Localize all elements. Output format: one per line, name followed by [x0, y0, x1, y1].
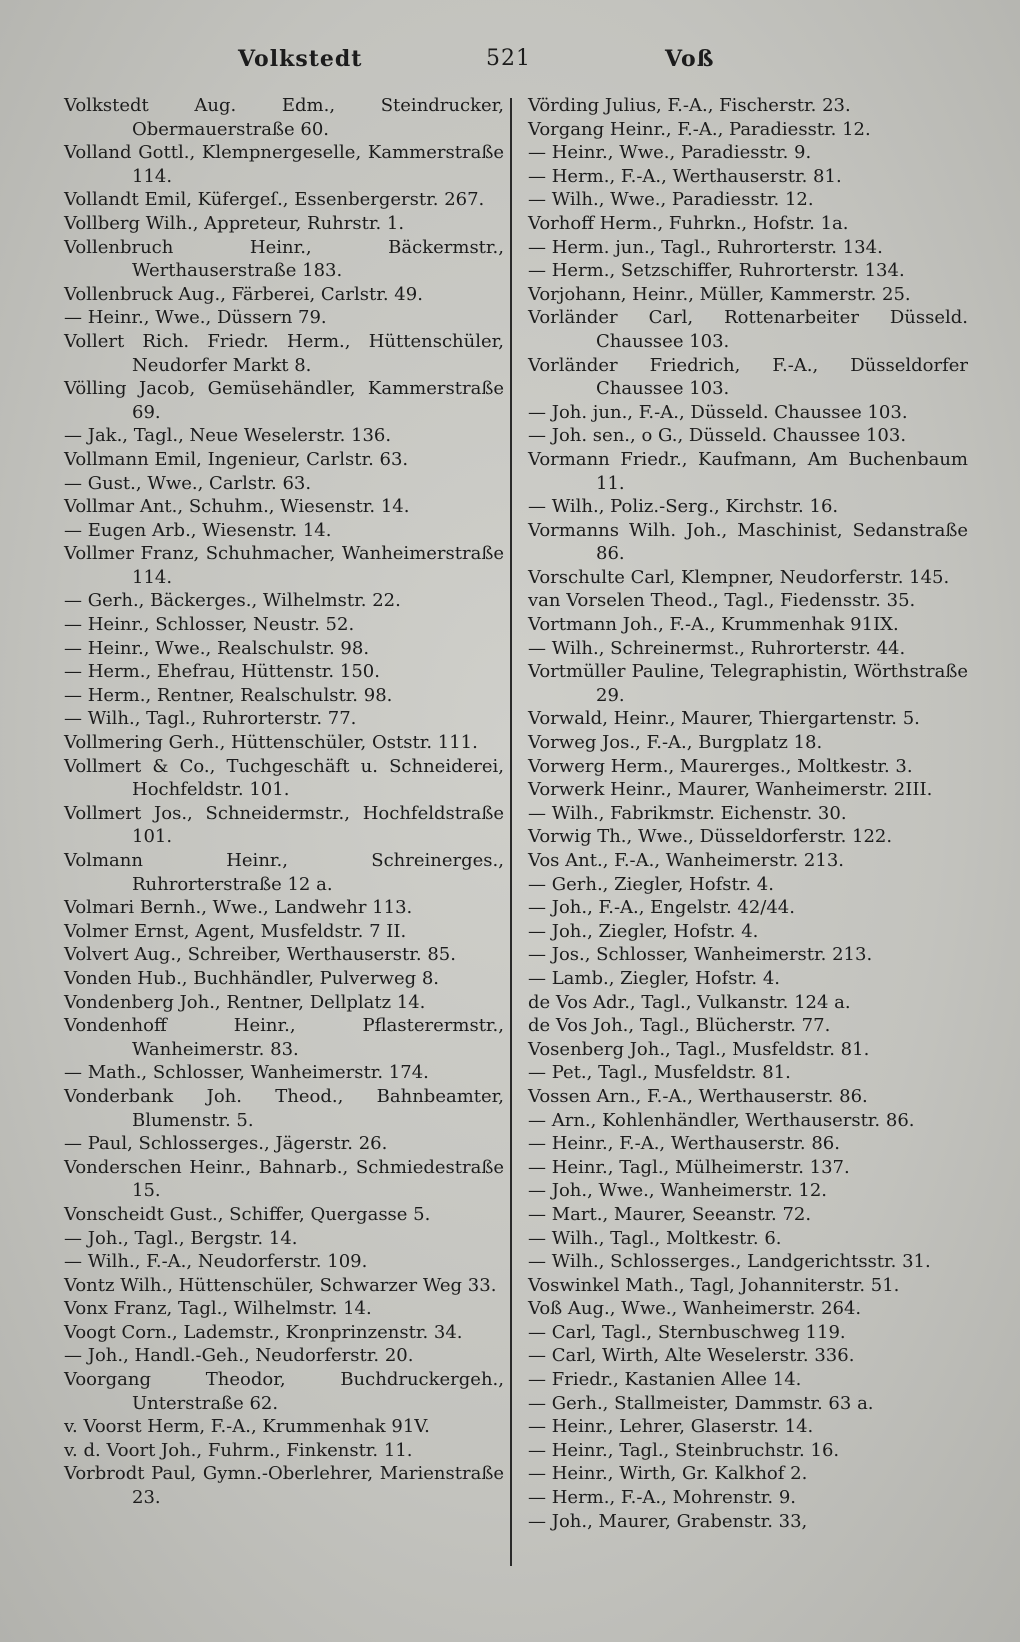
directory-entry: — Heinr., Wwe., Realschulstr. 98. — [64, 637, 370, 659]
directory-entry: — Wilh., Tagl., Ruhrorterstr. 77. — [64, 708, 357, 730]
directory-entry: Voß Aug., Wwe., Wanheimerstr. 264. — [528, 1298, 862, 1320]
directory-entry: Vollmar Ant., Schuhm., Wiesenstr. 14. — [64, 496, 410, 518]
directory-entry: — Joh. sen., o G., Düsseld. Chaussee 103. — [528, 425, 907, 447]
directory-entry: Vollandt Emil, Küfergeſ., Essenbergerstr. 267. — [64, 189, 485, 211]
directory-entry: Vortmann Joh., F.-A., Krummenhak 91IX. — [528, 614, 899, 636]
directory-entry: — Lamb., Ziegler, Hofstr. 4. — [528, 967, 780, 989]
directory-entry: — Paul, Schlosserges., Jägerstr. 26. — [64, 1133, 388, 1155]
column-divider — [510, 98, 512, 1566]
directory-entry: — Heinr., F.-A., Werthauserstr. 86. — [528, 1133, 840, 1155]
directory-entry: Vollenbruck Aug., Färberei, Carlstr. 49. — [64, 283, 423, 305]
directory-entry: Vortmüller Pauline, Telegraphistin, Wörthstraße 29. — [528, 661, 968, 706]
directory-entry: Vollmert Jos., Schneidermstr., Hochfeldstraße 101. — [64, 802, 504, 848]
directory-entry: — Heinr., Schlosser, Neustr. 52. — [64, 614, 355, 636]
directory-entry: — Joh., Ziegler, Hofstr. 4. — [528, 920, 759, 942]
directory-entry: — Wilh., Poliz.-Serg., Kirchstr. 16. — [528, 496, 839, 518]
directory-entry: — Joh. jun., F.-A., Düsseld. Chaussee 103. — [528, 401, 908, 423]
directory-entry: Volmer Ernst, Agent, Musfeldstr. 7 II. — [64, 920, 407, 942]
directory-entry: Vorwerg Herm., Maurerges., Moltkestr. 3. — [528, 755, 913, 777]
directory-entry: Vollmer Franz, Schuhmacher, Wanheimerstraße 114. — [64, 543, 504, 588]
directory-entry: — Mart., Maurer, Seeanstr. 72. — [528, 1203, 812, 1225]
directory-entry: — Arn., Kohlenhändler, Werthauserstr. 86. — [528, 1109, 915, 1131]
directory-entry: — Heinr., Wirth, Gr. Kalkhof 2. — [528, 1463, 808, 1485]
directory-entry: — Herm., F.-A., Werthauserstr. 81. — [528, 165, 842, 187]
directory-entry: Vonderschen Heinr., Bahnarb., Schmiedestraße 15. — [64, 1156, 504, 1202]
directory-entry: — Wilh., Wwe., Paradiesstr. 12. — [528, 189, 814, 211]
directory-entry: — Gerh., Bäckerges., Wilhelmstr. 22. — [64, 590, 401, 612]
directory-entry: — Jak., Tagl., Neue Weselerstr. 136. — [64, 425, 392, 447]
directory-entry: Vollberg Wilh., Appreteur, Ruhrstr. 1. — [64, 212, 405, 234]
directory-entry: — Wilh., Tagl., Moltkestr. 6. — [528, 1227, 782, 1249]
directory-entry: Vörding Julius, F.-A., Fischerstr. 23. — [528, 95, 851, 116]
directory-entry: — Eugen Arb., Wiesenstr. 14. — [64, 519, 332, 541]
directory-entry: — Gust., Wwe., Carlstr. 63. — [64, 472, 312, 494]
directory-entry: Vossen Arn., F.-A., Werthauserstr. 86. — [528, 1085, 868, 1107]
directory-entry: Vollmering Gerh., Hüttenschüler, Oststr. 111. — [64, 732, 478, 754]
directory-entry: Vorwig Th., Wwe., Düsseldorferstr. 122. — [528, 826, 893, 848]
directory-entry: Vollert Rich. Friedr. Herm., Hüttenschüler, Neudorfer Markt 8. — [64, 330, 504, 376]
directory-entry: — Heinr., Tagl., Steinbruchstr. 16. — [528, 1439, 840, 1461]
directory-entry: Vos Ant., F.-A., Wanheimerstr. 213. — [528, 850, 844, 871]
page-number: 521 — [486, 46, 531, 71]
directory-entry: — Pet., Tagl., Musfeldstr. 81. — [528, 1062, 791, 1084]
directory-entry: Vorhoff Herm., Fuhrkn., Hofstr. 1a. — [528, 212, 849, 234]
directory-entry: Vondenhoff Heinr., Pflasterermstr., Wanheimerstr. 83. — [64, 1015, 504, 1060]
directory-entry: Voswinkel Math., Tagl, Johanniterstr. 51. — [528, 1274, 900, 1296]
directory-entry: — Wilh., Fabrikmstr. Eichenstr. 30. — [528, 802, 847, 824]
directory-entry: — Joh., Maurer, Grabenstr. 33, — [528, 1510, 808, 1532]
header-last-name: Voß — [665, 46, 715, 72]
directory-entry: — Joh., Tagl., Bergstr. 14. — [64, 1227, 298, 1249]
directory-entry: Volvert Aug., Schreiber, Werthauserstr. 85. — [64, 944, 456, 966]
directory-entry: — Wilh., F.-A., Neudorferstr. 109. — [64, 1251, 368, 1273]
directory-entry: — Heinr., Wwe., Paradiesstr. 9. — [528, 142, 812, 164]
directory-entry: Vorwald, Heinr., Maurer, Thiergartenstr. 5. — [528, 708, 920, 730]
directory-entry: Voorgang Theodor, Buchdruckergeh., Unterstraße 62. — [64, 1369, 504, 1414]
directory-entry: — Joh., F.-A., Engelstr. 42/44. — [528, 897, 795, 919]
left-column — [64, 94, 504, 1510]
directory-entry: — Wilh., Schlosserges., Landgerichtsstr. 31. — [528, 1251, 931, 1273]
directory-entry: Vontz Wilh., Hüttenschüler, Schwarzer Weg 33. — [64, 1274, 497, 1296]
directory-entry: Vormanns Wilh. Joh., Maschinist, Sedanstraße 86. — [528, 519, 968, 565]
directory-entry: Vorwerk Heinr., Maurer, Wanheimerstr. 2III. — [528, 779, 933, 801]
directory-entry: Völling Jacob, Gemüsehändler, Kammerstraße 69. — [64, 378, 504, 423]
directory-entry: Vorschulte Carl, Klempner, Neudorferstr. 145. — [528, 566, 950, 588]
directory-entry: Vorjohann, Heinr., Müller, Kammerstr. 25. — [528, 283, 911, 305]
directory-entry: — Heinr., Wwe., Düssern 79. — [64, 307, 327, 329]
directory-entry: Vonden Hub., Buchhändler, Pulverweg 8. — [64, 967, 440, 989]
directory-entry: Vonx Franz, Tagl., Wilhelmstr. 14. — [64, 1298, 372, 1320]
directory-entry: Volmari Bernh., Wwe., Landwehr 113. — [64, 897, 413, 919]
directory-entry: — Carl, Wirth, Alte Weselerstr. 336. — [528, 1345, 855, 1367]
directory-entry: — Math., Schlosser, Wanheimerstr. 174. — [64, 1062, 429, 1084]
directory-entry: Vollmann Emil, Ingenieur, Carlstr. 63. — [64, 448, 409, 470]
directory-entry: de Vos Joh., Tagl., Blücherstr. 77. — [528, 1015, 831, 1037]
directory-entry: — Joh., Handl.-Geh., Neudorferstr. 20. — [64, 1345, 414, 1367]
directory-entry: Volmann Heinr., Schreinerges., Ruhrorterstraße 12 a. — [64, 850, 504, 895]
page-header — [0, 46, 1020, 80]
directory-entry: — Herm., Ehefrau, Hüttenstr. 150. — [64, 661, 380, 683]
directory-entry: Vorgang Heinr., F.-A., Paradiesstr. 12. — [528, 118, 871, 140]
directory-entry: — Herm., F.-A., Mohrenstr. 9. — [528, 1487, 796, 1509]
directory-entry: — Heinr., Lehrer, Glaserstr. 14. — [528, 1416, 814, 1438]
header-first-name: Volkstedt — [238, 46, 363, 72]
directory-entry: Vorweg Jos., F.-A., Burgplatz 18. — [528, 732, 823, 754]
directory-entry: Vondenberg Joh., Rentner, Dellplatz 14. — [64, 991, 426, 1013]
directory-entry: — Herm. jun., Tagl., Ruhrorterstr. 134. — [528, 236, 883, 258]
directory-entry: Vorländer Carl, Rottenarbeiter Düsseld. Chaussee 103. — [528, 307, 968, 352]
directory-entry: — Gerh., Stallmeister, Dammstr. 63 a. — [528, 1392, 874, 1414]
directory-entry: Vorbrodt Paul, Gymn.-Oberlehrer, Marienstraße 23. — [64, 1463, 504, 1509]
directory-entry: — Carl, Tagl., Sternbuschweg 119. — [528, 1321, 846, 1343]
directory-entry: — Herm., Setzschiffer, Ruhrorterstr. 134. — [528, 260, 905, 282]
directory-entry: Vonscheidt Gust., Schiffer, Quergasse 5. — [64, 1203, 431, 1225]
directory-entry: — Herm., Rentner, Realschulstr. 98. — [64, 684, 393, 706]
directory-entry: Vormann Friedr., Kaufmann, Am Buchenbaum 11. — [528, 448, 968, 494]
directory-entry: Vollenbruch Heinr., Bäckermstr., Werthauserstraße 183. — [64, 236, 504, 282]
directory-entry: de Vos Adr., Tagl., Vulkanstr. 124 a. — [528, 991, 851, 1013]
directory-entry: Voogt Corn., Lademstr., Kronprinzenstr. 34. — [64, 1321, 463, 1343]
directory-entry: Vosenberg Joh., Tagl., Musfeldstr. 81. — [528, 1038, 870, 1060]
directory-entry: — Jos., Schlosser, Wanheimerstr. 213. — [528, 944, 873, 966]
directory-entry: Volkstedt Aug. Edm., Steindrucker, Obermauerstraße 60. — [64, 95, 504, 140]
right-column — [528, 94, 968, 1533]
directory-entry: v. Voorst Herm, F.-A., Krummenhak 91V. — [64, 1416, 430, 1438]
directory-entry: — Heinr., Tagl., Mülheimerstr. 137. — [528, 1156, 850, 1178]
directory-entry: Vorländer Friedrich, F.-A., Düsseldorfer Chaussee 103. — [528, 354, 968, 400]
directory-entry: v. d. Voort Joh., Fuhrm., Finkenstr. 11. — [64, 1439, 413, 1461]
directory-entry: Volland Gottl., Klempnergeselle, Kammerstraße 114. — [64, 142, 504, 187]
directory-entry: Vonderbank Joh. Theod., Bahnbeamter, Blumenstr. 5. — [64, 1085, 504, 1131]
directory-entry: — Wilh., Schreinermst., Ruhrorterstr. 44. — [528, 637, 906, 659]
directory-entry: van Vorselen Theod., Tagl., Fiedensstr. 35. — [528, 590, 916, 612]
directory-entry: — Gerh., Ziegler, Hofstr. 4. — [528, 873, 774, 895]
directory-entry: — Friedr., Kastanien Allee 14. — [528, 1369, 802, 1391]
directory-entry: — Joh., Wwe., Wanheimerstr. 12. — [528, 1180, 828, 1202]
directory-entry: Vollmert & Co., Tuchgeschäft u. Schneiderei, Hochfeldstr. 101. — [64, 755, 504, 801]
